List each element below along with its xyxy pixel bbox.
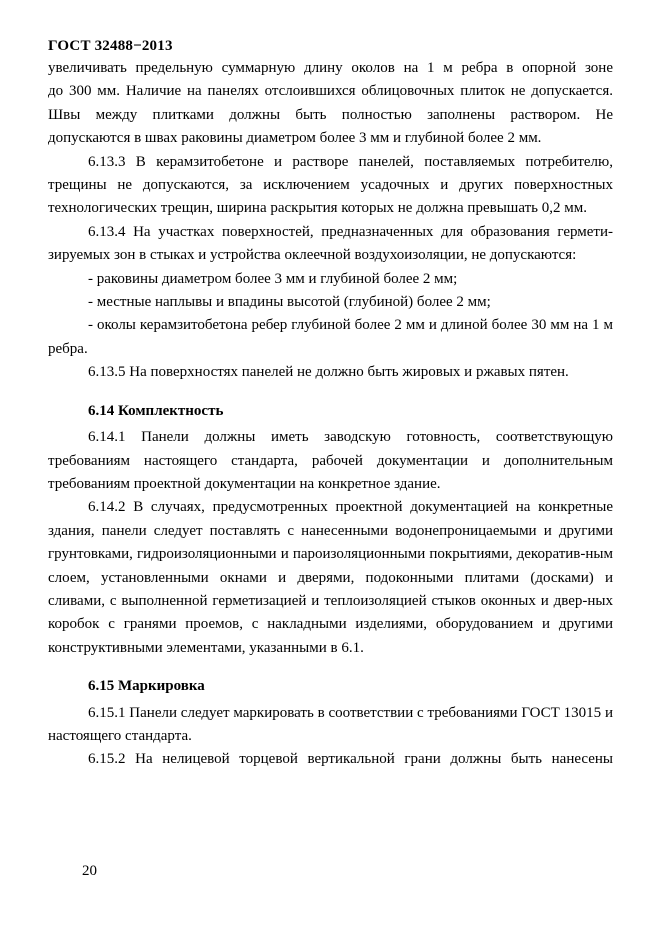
paragraph-line: допускаются в швах раковины диаметром более 3 мм и глубиной более 2 мм. [48,130,542,147]
clause-6-15-2: 6.15.2 На нелицевой торцевой вертикальной грани должны быть нанесены [88,751,613,768]
clause-6-13-5: 6.13.5 На поверхностях панелей не должно быть жировых и ржавых пятен. [88,364,569,381]
clause-6-14-2: 6.14.2 В случаях, предусмотренных проектной документацией на конкретные здания, панели следует поставлять с нанесенными водонепроницаемыми и другими грунтовками, гидроизоляционными и пароизоляционными покрытиями, декоратив-ным слоем, установленными окнами и дверями, подоконными плитами (досками) и сливами, с выполненной герметизацией и теплоизоляцией стыков оконных и двер-ных коробок с гранями проемов, с накладными изделиями, оборудованием и другими конструктивными элементами, указанными в 6.1. [48,499,613,656]
paragraph-line: Швы между плитками должны быть полностью заполнены раствором. Не [48,106,613,123]
page-number: 20 [82,863,97,879]
clause-6-13-4: 6.13.4 На участках поверхностей, предназначенных для образования гермети-зируемых зон в стыках и устройства оклеечной воздухоизоляции, не допускаются: [48,223,613,264]
clause-6-13-3: 6.13.3 В керамзитобетоне и растворе панелей, поставляемых потребителю, трещины не допускаются, за исключением усадочных и других поверхностных технологических трещин, ширина раскрытия которых не должна превышать 0,2 мм. [48,153,613,217]
section-heading-6-14: 6.14 Комплектность [88,402,224,419]
list-item: - местные наплывы и впадины высотой (глубиной) более 2 мм; [88,294,491,311]
section-heading-6-15: 6.15 Маркировка [88,678,205,695]
clause-6-14-1: 6.14.1 Панели должны иметь заводскую готовность, соответствующую требованиям настоящего стандарта, рабочей документации и дополнительным требованиям проектной документации на конкретное здание. [48,429,613,492]
list-item: - околы керамзитобетона ребер глубиной более 2 мм и длиной более 30 мм на 1 м ребра. [48,317,613,357]
list-item: - раковины диаметром более 3 мм и глубиной более 2 мм; [88,270,458,287]
clause-6-15-1: 6.15.1 Панели следует маркировать в соответствии с требованиями ГОСТ 13015 и настоящего стандарта. [48,704,613,744]
paragraph-line: до 300 мм. Наличие на панелях отслоившихся облицовочных плиток не допускается. [48,83,613,100]
paragraph-line: увеличивать предельную суммарную длину околов на 1 м ребра в опорной зоне [48,60,613,76]
standard-header: ГОСТ 32488−2013 [48,38,173,54]
document-body [48,57,613,772]
